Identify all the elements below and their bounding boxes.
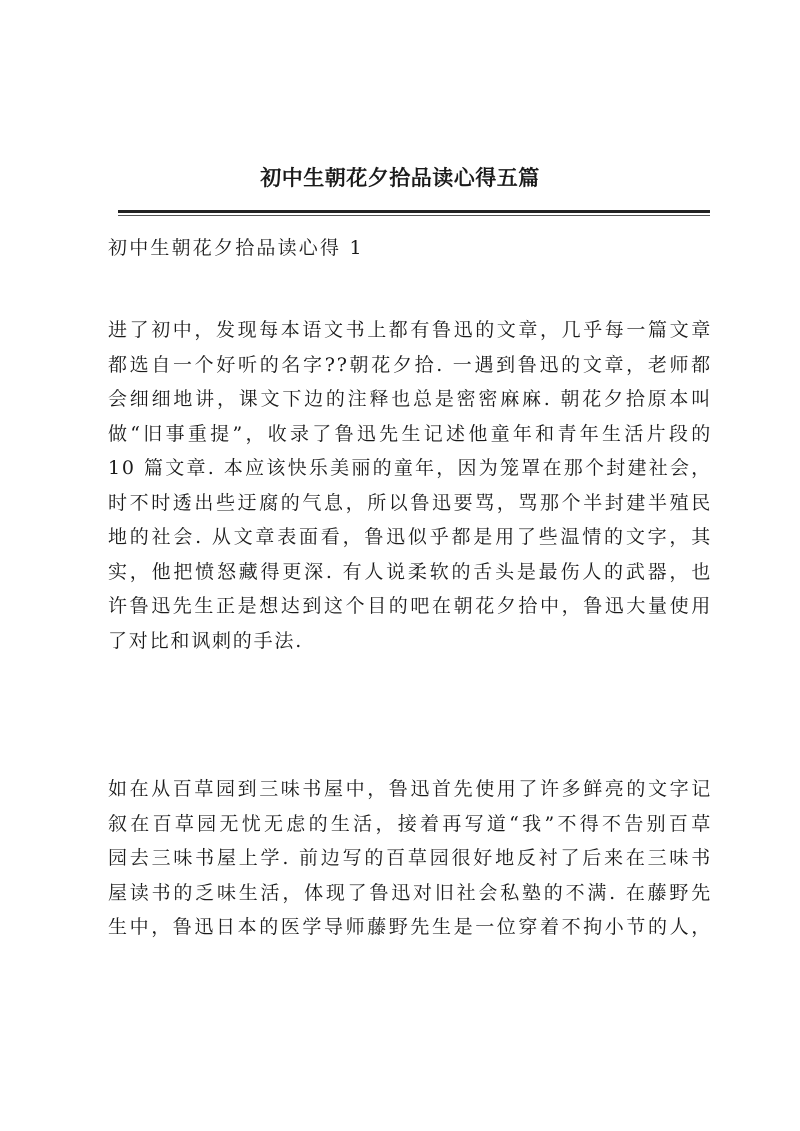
paragraph-line: 实，他把愤怒藏得更深. 有人说柔软的舌头是最伤人的武器，也 <box>108 560 712 583</box>
paragraph-line: 做“旧事重提”，收录了鲁迅先生记述他童年和青年生活片段的 <box>108 422 712 445</box>
body-paragraph-1 <box>108 313 712 658</box>
paragraph-line: 如在从百草园到三味书屋中，鲁迅首先使用了许多鲜亮的文字记 <box>108 778 712 800</box>
document-title: 初中生朝花夕拾品读心得五篇 <box>260 165 540 190</box>
section-heading: 初中生朝花夕拾品读心得 1 <box>108 237 364 259</box>
paragraph-line: 园去三味书屋上学. 前边写的百草园很好地反衬了后来在三味书 <box>108 847 712 869</box>
title-divider-thin <box>118 215 710 216</box>
paragraph-line: 了对比和讽刺的手法. <box>108 629 304 652</box>
paragraph-line: 10 篇文章. 本应该快乐美丽的童年，因为笼罩在那个封建社会， <box>108 457 712 479</box>
paragraph-line: 都选自一个好听的名字??朝花夕拾. 一遇到鲁迅的文章，老师都 <box>108 353 712 376</box>
body-paragraph-2 <box>108 772 712 945</box>
paragraph-line: 屋读书的乏味生活，体现了鲁迅对旧社会私塾的不满. 在藤野先 <box>108 881 712 904</box>
paragraph-line: 时不时透出些迂腐的气息，所以鲁迅要骂，骂那个半封建半殖民 <box>108 491 712 514</box>
title-divider <box>118 210 710 213</box>
paragraph-line: 进了初中，发现每本语文书上都有鲁迅的文章，几乎每一篇文章 <box>108 319 712 341</box>
paragraph-line: 会细细地讲，课文下边的注释也总是密密麻麻. 朝花夕拾原本叫 <box>108 388 712 410</box>
paragraph-line: 地的社会. 从文章表面看，鲁迅似乎都是用了些温情的文字，其 <box>108 526 712 548</box>
paragraph-line: 许鲁迅先生正是想达到这个目的吧在朝花夕拾中，鲁迅大量使用 <box>108 595 712 617</box>
paragraph-line: 生中，鲁迅日本的医学导师藤野先生是一位穿着不拘小节的人， <box>108 916 712 938</box>
paragraph-line: 叙在百草园无忧无虑的生活，接着再写道“我”不得不告别百草 <box>108 812 712 835</box>
